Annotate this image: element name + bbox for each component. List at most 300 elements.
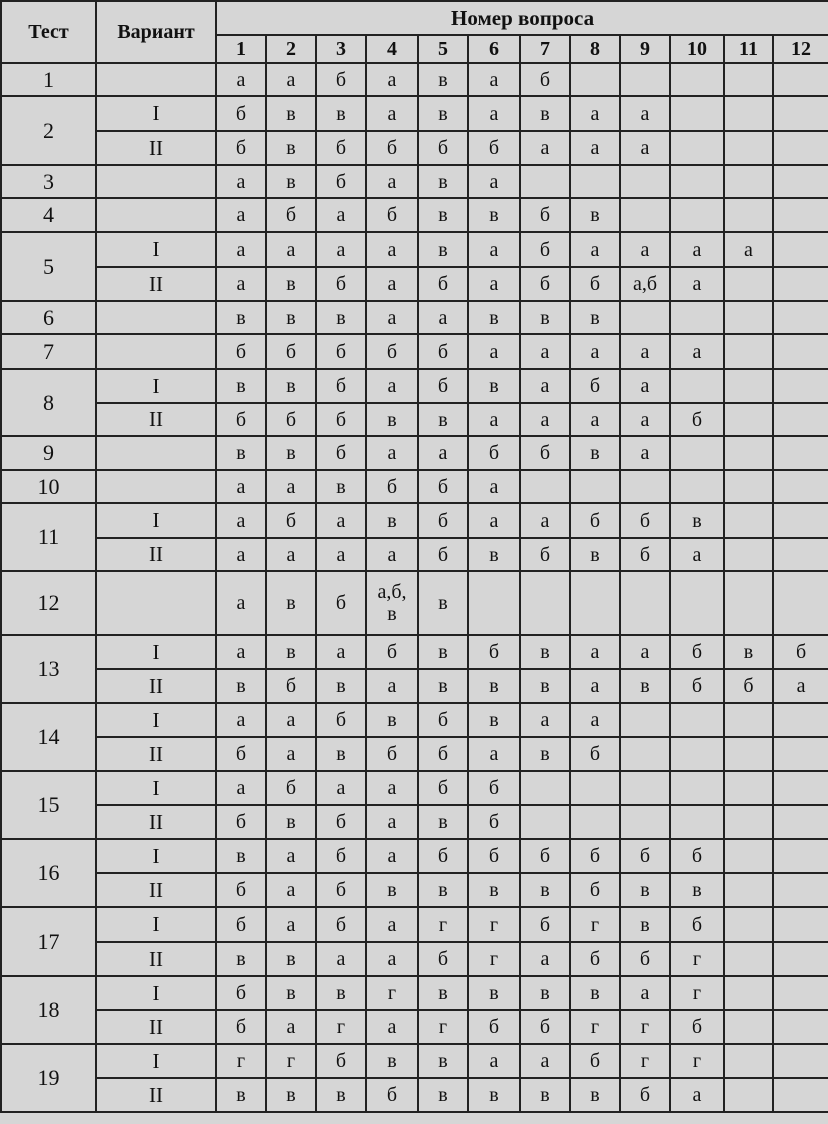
answer-cell: в [520,976,570,1010]
table-row [1,1010,828,1044]
test-number-cell: 3 [1,165,96,198]
answer-cell: в [418,976,468,1010]
answer-cell [620,301,670,334]
answer-cell: в [724,635,773,669]
variant-cell: I [96,771,216,805]
answer-cell: в [266,301,316,334]
answer-cell [773,942,828,976]
header-test: Тест [1,1,96,63]
answer-cell: б [468,436,520,470]
answer-cell: а [670,538,724,571]
test-number-cell: 1 [1,63,96,96]
answer-cell: г [570,907,620,942]
answer-cell [724,503,773,538]
answer-cell: а [570,96,620,131]
answer-cell [724,571,773,635]
answer-cell: б [366,737,418,771]
answer-cell: в [418,1078,468,1112]
answer-cell [724,436,773,470]
answer-cell: в [266,976,316,1010]
answer-cell [520,805,570,839]
answer-cell: в [570,538,620,571]
answer-cell: а [366,301,418,334]
answer-cell: б [266,669,316,703]
answer-cell [724,737,773,771]
answer-cell [773,63,828,96]
answer-cell: б [520,63,570,96]
answer-cell [773,1078,828,1112]
answer-cell [724,198,773,232]
answer-cell: а [468,503,520,538]
answer-cell: в [520,1078,570,1112]
answer-cell [570,470,620,503]
answer-cell [620,805,670,839]
answer-cell: в [216,669,266,703]
answer-cell [724,976,773,1010]
answer-cell: в [418,635,468,669]
answer-cell: а [216,232,266,267]
answer-cell: г [570,1010,620,1044]
answer-cell: а [520,1044,570,1078]
answer-cell: г [316,1010,366,1044]
header-question-2: 2 [266,35,316,63]
table-row [1,771,828,805]
answer-cell [620,470,670,503]
answer-cell [570,571,620,635]
answer-cell [670,771,724,805]
answer-cell: а [520,503,570,538]
answer-cell: а [366,63,418,96]
answer-cell [724,96,773,131]
variant-cell [96,198,216,232]
answer-cell: в [418,96,468,131]
answer-cell: в [216,436,266,470]
answer-cell: в [570,436,620,470]
variant-cell: II [96,873,216,907]
answer-cell: б [418,942,468,976]
answer-cell [724,165,773,198]
answer-cell: а [266,737,316,771]
answer-cell: а [620,403,670,436]
header-question-number: Номер вопроса [216,1,828,35]
answer-cell: а [366,538,418,571]
answer-cell: а [520,403,570,436]
answer-cell: б [266,334,316,369]
answer-cell: в [266,96,316,131]
answer-cell: а [520,703,570,737]
table-row [1,403,828,436]
answer-cell: б [670,839,724,873]
answer-cell: а [316,198,366,232]
answer-cell: а [570,669,620,703]
answer-cell: а [316,942,366,976]
test-number-cell: 17 [1,907,96,976]
answer-cell: б [216,1010,266,1044]
test-number-cell: 10 [1,470,96,503]
answer-cell: а [620,369,670,403]
table-row [1,131,828,165]
answer-cell: б [418,334,468,369]
table-row [1,198,828,232]
answer-cell [670,571,724,635]
answer-cell [570,805,620,839]
answer-cell [773,771,828,805]
answer-cell: а [570,635,620,669]
answer-cell: г [670,942,724,976]
answer-cell: б [570,1044,620,1078]
answer-cell: б [570,873,620,907]
answer-cell: б [570,839,620,873]
answer-cell: в [266,267,316,301]
answer-cell: а [216,63,266,96]
table-row [1,703,828,737]
answer-cell [670,301,724,334]
answer-cell: а [366,771,418,805]
answer-cell: а [468,1044,520,1078]
answer-cell: в [468,1078,520,1112]
answer-cell: а [620,436,670,470]
answer-cell: в [670,503,724,538]
answer-cell: а [216,635,266,669]
answer-cell: б [316,907,366,942]
test-number-cell: 8 [1,369,96,436]
answer-cell: б [418,131,468,165]
answer-cell: в [316,301,366,334]
variant-cell: II [96,1078,216,1112]
answer-cell: в [418,165,468,198]
answer-cell: в [468,873,520,907]
answer-cell [670,165,724,198]
answer-cell: г [670,1044,724,1078]
answer-cell: б [418,771,468,805]
answer-cell [724,131,773,165]
test-number-cell: 18 [1,976,96,1044]
test-number-cell: 9 [1,436,96,470]
answer-cell: б [418,267,468,301]
answer-cell: а [620,976,670,1010]
answer-cell: в [216,301,266,334]
answer-cell: в [366,503,418,538]
answer-cell: а,б [620,267,670,301]
answer-cell: а [366,96,418,131]
answer-cell [724,301,773,334]
answer-cell: а [216,470,266,503]
answer-cell: а [670,232,724,267]
answer-cell: б [366,131,418,165]
answer-cell: б [216,976,266,1010]
answer-cell: б [316,165,366,198]
answer-cell [724,703,773,737]
answer-cell: б [418,470,468,503]
answer-cell: а [266,1010,316,1044]
answer-cell [773,369,828,403]
answer-cell: б [570,942,620,976]
answer-cell: б [316,267,366,301]
answer-cell: в [216,839,266,873]
answer-cell: г [468,907,520,942]
answer-cell: а [520,942,570,976]
variant-cell: I [96,96,216,131]
answer-cell: в [366,403,418,436]
answer-cell: в [316,96,366,131]
answer-cell: б [216,334,266,369]
answer-cell: в [266,165,316,198]
variant-cell: II [96,131,216,165]
answer-cell: б [216,805,266,839]
answer-cell: в [266,805,316,839]
answer-cell: б [620,839,670,873]
test-number-cell: 6 [1,301,96,334]
answer-cell: в [316,737,366,771]
table-row [1,571,828,635]
answer-cell: а [468,63,520,96]
answer-cell [670,63,724,96]
table-row [1,267,828,301]
variant-cell: I [96,635,216,669]
answer-cell: а,б, в [366,571,418,635]
answer-cell [520,771,570,805]
answer-cell [724,907,773,942]
answer-cell: а [418,301,468,334]
answer-cell: а [216,571,266,635]
answer-cell: а [366,267,418,301]
answer-cell: б [570,369,620,403]
answer-cell: а [366,232,418,267]
answer-cell: а [216,703,266,737]
table-row [1,538,828,571]
answer-cell: в [266,369,316,403]
answer-cell [724,1078,773,1112]
table-row [1,470,828,503]
answer-cell: в [520,301,570,334]
answer-cell: а [520,369,570,403]
answer-cell [570,165,620,198]
answer-cell [724,839,773,873]
variant-cell: II [96,538,216,571]
answer-cell: б [620,538,670,571]
answer-cell [773,1044,828,1078]
answer-cell [773,976,828,1010]
answer-cell: б [316,571,366,635]
test-number-cell: 13 [1,635,96,703]
answer-cell: а [266,907,316,942]
answer-cell: б [468,635,520,669]
variant-cell: II [96,737,216,771]
header-question-9: 9 [620,35,670,63]
answer-cell: в [418,873,468,907]
answer-cell: б [366,334,418,369]
answer-cell: а [316,538,366,571]
answer-cell: а [266,470,316,503]
answer-cell: б [620,942,670,976]
header-question-1: 1 [216,35,266,63]
answer-cell: а [266,63,316,96]
answer-cell: б [216,131,266,165]
variant-cell: I [96,369,216,403]
answer-cell: а [216,503,266,538]
answer-cell: г [620,1010,670,1044]
answer-cell: в [468,301,520,334]
answer-cell: а [266,703,316,737]
answer-cell: в [570,198,620,232]
answer-cell: в [468,976,520,1010]
answer-cell: б [520,1010,570,1044]
answer-cell: б [468,1010,520,1044]
answer-cell [773,873,828,907]
answer-cell [620,771,670,805]
answer-cell [773,403,828,436]
answer-cell: а [520,334,570,369]
answer-cell: а [266,538,316,571]
answer-cell: а [468,96,520,131]
answer-cell: г [670,976,724,1010]
answer-cell: в [366,1044,418,1078]
answer-cell [773,737,828,771]
answer-cell: б [316,131,366,165]
answer-cell [773,165,828,198]
answer-cell: а [670,334,724,369]
table-row [1,976,828,1010]
table-row [1,805,828,839]
test-number-cell: 5 [1,232,96,301]
answer-cell: в [316,470,366,503]
answer-cell: б [418,703,468,737]
answer-cell [670,805,724,839]
answer-cell [724,334,773,369]
answer-cell: б [418,839,468,873]
answer-cell: а [620,334,670,369]
answer-cell: б [724,669,773,703]
answer-cell: в [366,703,418,737]
answer-cell [773,470,828,503]
answer-cell [670,470,724,503]
variant-cell: II [96,267,216,301]
variant-cell [96,63,216,96]
variant-cell: I [96,503,216,538]
answer-cell: а [570,403,620,436]
answer-cell: а [468,403,520,436]
answer-cell: б [266,771,316,805]
test-number-cell: 19 [1,1044,96,1112]
answer-cell: а [366,942,418,976]
answer-cell: б [520,436,570,470]
answer-cell: в [418,403,468,436]
answer-cell: а [620,635,670,669]
answer-cell: б [366,470,418,503]
answer-cell [520,165,570,198]
answer-cell: а [570,131,620,165]
answer-cell [724,873,773,907]
answer-cell: в [418,198,468,232]
answer-cell: в [418,232,468,267]
answer-cell: а [468,267,520,301]
answer-cell [724,369,773,403]
answer-cell: а [366,839,418,873]
answer-cell [773,198,828,232]
answer-cell [724,805,773,839]
answer-cell: а [216,771,266,805]
answer-cell: а [266,873,316,907]
table-row [1,503,828,538]
table-row [1,1078,828,1112]
answer-cell: а [266,232,316,267]
answer-cell: б [570,503,620,538]
answer-cell [724,1010,773,1044]
answer-cell: а [366,369,418,403]
answer-cell [724,1044,773,1078]
answer-cell: б [316,1044,366,1078]
answer-cell: б [216,403,266,436]
answer-cell: а [570,232,620,267]
variant-cell: I [96,1044,216,1078]
answer-cell [773,131,828,165]
answer-cell [724,63,773,96]
variant-cell [96,436,216,470]
test-number-cell: 15 [1,771,96,839]
answer-cell [724,771,773,805]
answer-cell: а [366,1010,418,1044]
answer-cell: а [216,198,266,232]
answer-cell: б [418,503,468,538]
header-question-10: 10 [670,35,724,63]
answer-cell: г [418,1010,468,1044]
answer-cell: б [620,1078,670,1112]
answer-cell [773,839,828,873]
answer-cell [670,369,724,403]
variant-cell: I [96,907,216,942]
answer-cell: а [216,538,266,571]
answer-cell: а [670,267,724,301]
answer-cell: в [520,96,570,131]
answer-cell: а [266,839,316,873]
answer-cell [670,131,724,165]
answer-cell: а [520,131,570,165]
answer-cell: а [620,96,670,131]
answer-cell: а [316,232,366,267]
answer-cell: а [468,737,520,771]
answer-cell: б [316,436,366,470]
answer-cell: б [670,635,724,669]
header-variant: Вариант [96,1,216,63]
table-row [1,1044,828,1078]
variant-cell [96,571,216,635]
answer-cell: а [468,334,520,369]
test-number-cell: 14 [1,703,96,771]
answer-cell: б [468,805,520,839]
answer-cell: а [366,805,418,839]
answer-cell: в [620,873,670,907]
variant-cell: I [96,976,216,1010]
answer-cell [773,703,828,737]
answer-cell [670,737,724,771]
answer-cell: а [670,1078,724,1112]
answer-cell: в [468,703,520,737]
answer-cell [620,198,670,232]
header-question-6: 6 [468,35,520,63]
answer-cell: г [366,976,418,1010]
answer-cell: б [670,1010,724,1044]
variant-cell [96,301,216,334]
answer-cell: б [418,369,468,403]
answer-cell: б [520,839,570,873]
variant-cell: I [96,839,216,873]
answer-cell: в [570,1078,620,1112]
answer-cell: в [316,669,366,703]
answer-cell: в [316,976,366,1010]
answer-cell: б [670,907,724,942]
answer-cell: а [366,165,418,198]
answer-cell: в [266,571,316,635]
